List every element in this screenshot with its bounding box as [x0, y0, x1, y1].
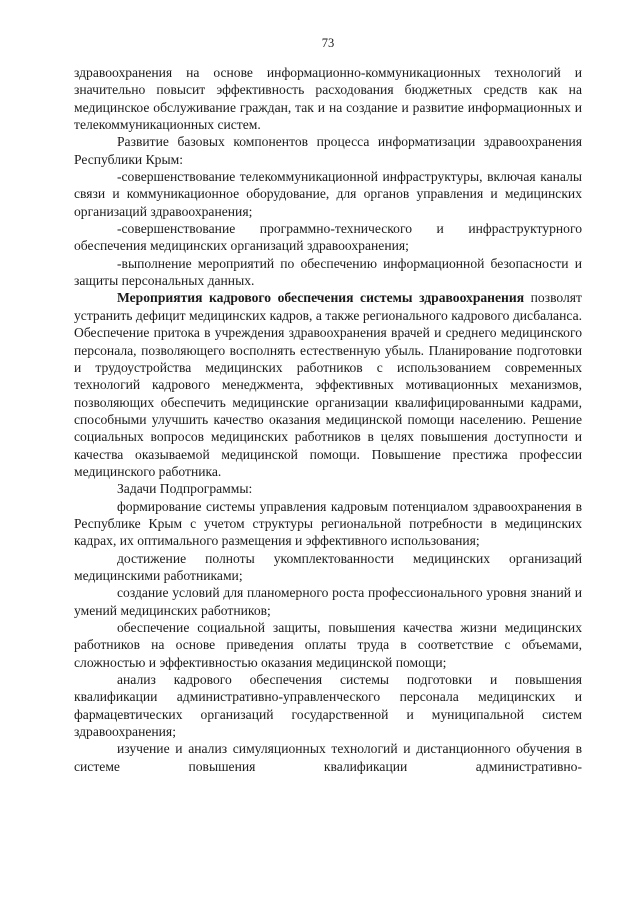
document-body — [74, 64, 582, 775]
page-number: 73 — [321, 36, 335, 50]
list-item-software: -совершенствование программно-технического и инфраструктурного обеспечения медицинских организаций здравоохранения; — [74, 221, 582, 254]
document-page — [74, 0, 582, 905]
list-item-telecom: -совершенствование телекоммуникационной инфраструктуры, включая каналы связи и коммуникационное оборудование, для органов управления и медицинских организаций здравоохранения; — [74, 169, 582, 219]
paragraph-intro-continuation: здравоохранения на основе информационно-коммуникационных технологий и значительно повысит эффективность расходования бюджетных средств как на медицинское обслуживание граждан, так и на создание и развитие информационных и телекоммуникационных систем. — [74, 65, 582, 133]
list-item-security: -выполнение мероприятий по обеспечению информационной безопасности и защиты персональных данных. — [74, 255, 582, 289]
staffing-heading: Мероприятия кадрового обеспечения системы здравоохранения — [117, 290, 525, 306]
task-item-analysis: анализ кадрового обеспечения системы подготовки и повышения квалификации административно-управленческого персонала медицинских и фармацевтических организаций государственной и муниципальной систем здравоохранения; — [74, 672, 582, 740]
task-item-simulation: изучение и анализ симуляционных технологий и дистанционного обучения в системе повышения квалификации административно- — [74, 741, 582, 774]
task-item-professional-growth: создание условий для планомерного роста профессионального уровня знаний и умений медицинских работников; — [74, 585, 582, 618]
tasks-heading: Задачи Подпрограммы: — [117, 481, 253, 497]
task-item-formation: формирование системы управления кадровым потенциалом здравоохранения в Республике Крым с учетом структуры региональной потребности в медицинских кадрах, их оптимального размещения и эффективного использования; — [74, 498, 582, 549]
staffing-text: позволят устранить дефицит медицинских кадров, а также регионального кадрового дисбаланса. Обеспечение притока в учреждения здравоохранения врачей и среднего медицинского персонала, позволяющего восполнять естественную убыль. Планирование подготовки и трудоустройства медицинских работников с использованием современных технологий кадрового менеджмента, эффективных мотивационных механизмов, позволяющих обеспечить медицинские организации квалифицированными кадрами, способными улучшить качество оказания медицинской помощи населению. Решение социальных вопросов медицинских работников в целях повышения доступности и качества оказываемой медицинской помощи. Повышение престижа профессии медицинского работника. — [74, 290, 582, 479]
task-item-staffing-completeness: достижение полноты укомплектованности медицинских организаций медицинскими работниками; — [74, 550, 582, 583]
task-item-social-protection: обеспечение социальной защиты, повышения качества жизни медицинских работников на основе приведения оплаты труда в соответствие с объемами, сложностью и эффективностью оказания медицинской помощи; — [74, 620, 582, 670]
paragraph-staffing — [74, 289, 582, 480]
paragraph-components-heading: Развитие базовых компонентов процесса информатизации здравоохранения Республики Крым: — [74, 134, 582, 167]
